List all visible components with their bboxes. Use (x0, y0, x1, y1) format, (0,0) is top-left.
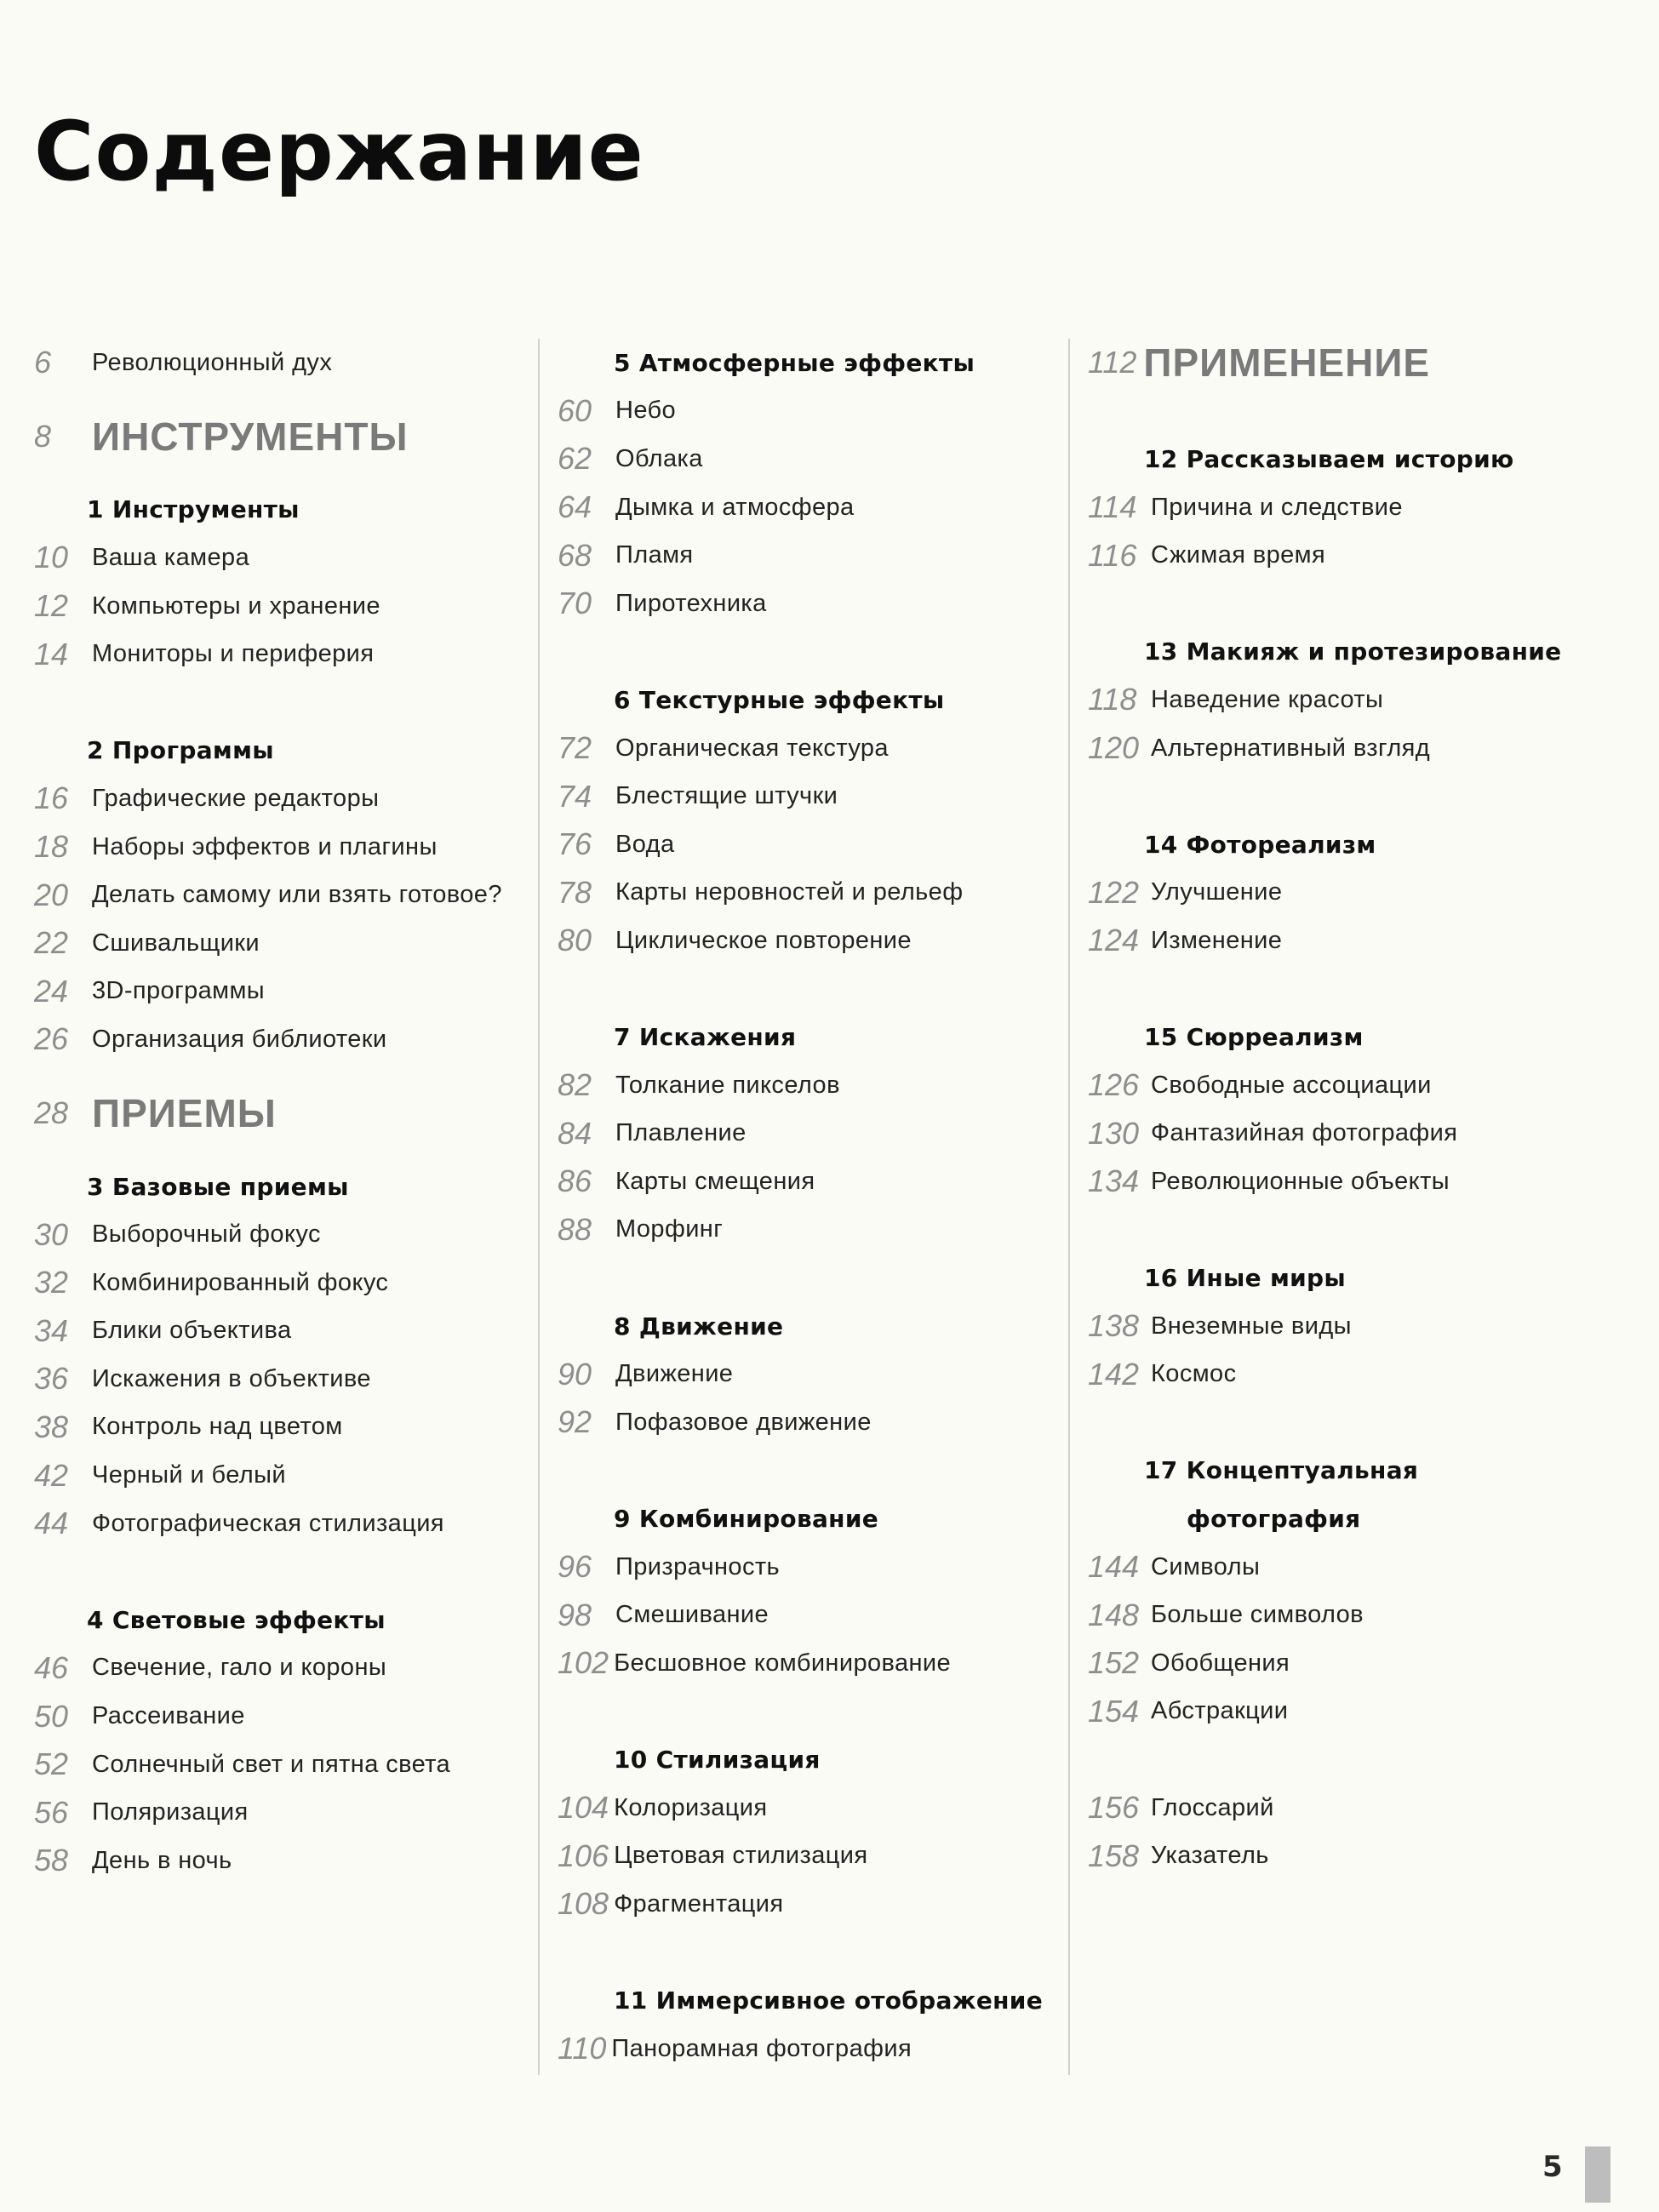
toc-entry[interactable] (1088, 1061, 1616, 1110)
page-number: 116 (1088, 537, 1137, 573)
toc-entry[interactable] (558, 820, 1068, 869)
entry-title: Революционный дух (92, 348, 333, 376)
page-number: 88 (558, 1211, 592, 1247)
toc-entry[interactable] (34, 774, 528, 823)
page-number-footer: 5 (1542, 2150, 1563, 2184)
entry-title: Небо (615, 397, 677, 425)
entry-title: Свечение, гало и короны (92, 1654, 387, 1682)
toc-entry[interactable] (1088, 724, 1616, 773)
entry-title: Графические редакторы (92, 784, 380, 812)
toc-column-2 (558, 339, 1068, 2072)
spacer (558, 1254, 1068, 1302)
toc-column-1 (34, 339, 528, 1885)
page-number: 78 (558, 874, 592, 910)
page-number: 20 (34, 877, 69, 912)
entry-title: Внеземные виды (1151, 1312, 1352, 1340)
chapter-heading: 12 Рассказываем историю (1144, 444, 1514, 473)
entry-title: Блики объектива (92, 1317, 292, 1345)
entry-title: Органическая текстура (615, 734, 889, 762)
page-number: 106 (558, 1838, 609, 1873)
page-title: Содержание (34, 104, 644, 199)
entry-title: День в ночь (92, 1846, 232, 1874)
toc-entry[interactable] (1088, 1639, 1616, 1688)
page-number: 80 (558, 923, 592, 958)
page-number: 124 (1088, 923, 1140, 958)
page-number: 158 (1088, 1838, 1140, 1873)
page-number: 120 (1088, 730, 1140, 766)
page-number: 98 (558, 1597, 592, 1632)
entry-title: Карты неровностей и рельеф (615, 878, 964, 906)
page-number: 148 (1088, 1597, 1140, 1632)
toc-entry[interactable] (558, 1784, 1068, 1832)
toc-entry[interactable] (558, 387, 1068, 436)
column-divider (1068, 339, 1070, 2075)
entry-title: Морфинг (615, 1215, 724, 1243)
toc-entry[interactable] (558, 483, 1068, 532)
page-number: 22 (34, 925, 69, 961)
page-number: 60 (558, 392, 592, 428)
part-title: ПРИМЕНЕНИЕ (1143, 340, 1431, 386)
entry-title: Толкание пикселов (615, 1071, 840, 1099)
toc-entry[interactable] (34, 534, 528, 582)
toc-entry[interactable] (558, 1639, 1068, 1688)
toc-entry[interactable] (558, 1206, 1068, 1255)
spacer (1088, 580, 1616, 628)
entry-title: Цветовая стилизация (614, 1842, 868, 1870)
toc-entry[interactable] (1088, 1784, 1616, 1832)
entry-title: Причина и следствие (1151, 493, 1403, 521)
page-number: 156 (1088, 1790, 1140, 1826)
page-number: 134 (1088, 1163, 1140, 1199)
toc-entry[interactable] (34, 871, 528, 919)
chapter-heading: 14 Фотореализм (1144, 830, 1376, 859)
page-number: 110 (558, 2031, 607, 2066)
page-number: 96 (558, 1549, 592, 1585)
entry-title: Фрагментация (614, 1889, 784, 1918)
spacer (34, 1547, 528, 1596)
entry-title: Фантазийная фотография (1151, 1119, 1458, 1147)
page-number: 70 (558, 586, 592, 621)
page-number: 108 (558, 1886, 609, 1922)
page-number: 26 (34, 1021, 69, 1057)
entry-title: Пиротехника (615, 589, 767, 617)
entry-title: Глоссарий (1151, 1793, 1274, 1821)
toc-entry[interactable] (34, 1788, 528, 1837)
entry-title: Карты смещения (615, 1167, 815, 1195)
toc-entry[interactable] (558, 1157, 1068, 1206)
spacer (1088, 1398, 1616, 1447)
column-divider (538, 339, 540, 2075)
page-number: 12 (34, 588, 69, 624)
page-number: 36 (34, 1361, 69, 1397)
entry-title: Призрачность (615, 1552, 781, 1580)
toc-entry[interactable] (34, 1015, 528, 1064)
page-number: 118 (1088, 682, 1137, 717)
page-number: 72 (558, 730, 592, 766)
part-heading[interactable] (34, 1064, 528, 1163)
toc-entry[interactable] (1088, 1157, 1616, 1206)
entry-title: Улучшение (1151, 878, 1283, 906)
entry-title: Поляризация (92, 1798, 249, 1826)
entry-title: Обобщения (1151, 1649, 1290, 1677)
page-number: 16 (34, 780, 69, 816)
toc-entry[interactable] (558, 1350, 1068, 1398)
part-heading[interactable] (1088, 339, 1616, 387)
page-number: 8 (34, 418, 52, 454)
entry-title: Фотографическая стилизация (92, 1509, 444, 1537)
chapter-heading: 11 Иммерсивное отображение (614, 1986, 1044, 2015)
entry-title: Циклическое повторение (615, 926, 912, 954)
page-number: 62 (558, 441, 592, 477)
toc-entry[interactable] (34, 1451, 528, 1500)
spacer (558, 965, 1068, 1014)
page-number: 82 (558, 1067, 592, 1103)
entry-title: Дымка и атмосфера (615, 493, 855, 521)
page-number: 18 (34, 829, 69, 865)
entry-title: Бесшовное комбинирование (614, 1649, 952, 1677)
entry-title: Контроль над цветом (92, 1413, 343, 1441)
page-number: 6 (34, 345, 52, 380)
chapter-heading: 16 Иные миры (1144, 1264, 1347, 1293)
page-number: 130 (1088, 1115, 1140, 1151)
chapter-heading: 7 Искажения (614, 1023, 797, 1052)
entry-title: Колоризация (614, 1793, 768, 1821)
entry-title: Альтернативный взгляд (1151, 734, 1431, 762)
spacer (558, 628, 1068, 677)
toc-entry[interactable] (1088, 531, 1616, 580)
chapter-heading: 13 Макияж и протезирование (1144, 637, 1562, 666)
part-heading[interactable] (34, 387, 528, 486)
toc-entry[interactable] (558, 1832, 1068, 1880)
entry-title: Облака (615, 444, 703, 472)
chapter-heading: 17 Концептуальная (1144, 1456, 1419, 1485)
entry-title: Движение (615, 1360, 734, 1388)
entry-title: Искажения в объективе (92, 1364, 371, 1392)
entry-title: Блестящие штучки (615, 782, 838, 810)
chapter-heading: 4 Световые эффекты (87, 1605, 386, 1634)
toc-entry[interactable] (558, 531, 1068, 580)
entry-title: Выборочный фокус (92, 1220, 321, 1249)
toc-entry[interactable] (558, 435, 1068, 483)
entry-title: Сжимая время (1151, 541, 1326, 569)
toc-entry[interactable] (1088, 1832, 1616, 1880)
toc-entry[interactable] (1088, 1302, 1616, 1351)
chapter-heading: 5 Атмосферные эффекты (614, 348, 975, 377)
spacer (558, 1929, 1068, 1977)
page-number: 32 (34, 1265, 69, 1300)
page-number: 142 (1088, 1356, 1140, 1392)
toc-entry[interactable] (558, 580, 1068, 628)
toc-entry[interactable] (1088, 483, 1616, 532)
toc-entry[interactable] (558, 2025, 1068, 2073)
entry-title: Наборы эффектов и плагины (92, 832, 438, 860)
toc-entry[interactable] (558, 917, 1068, 965)
toc-entry[interactable] (34, 630, 528, 678)
toc-entry[interactable] (34, 1259, 528, 1307)
chapter-heading-continued: фотография (1187, 1505, 1361, 1534)
entry-title: Изменение (1151, 926, 1283, 954)
toc-entry[interactable] (34, 1210, 528, 1259)
chapter-heading: 15 Сюрреализм (1144, 1023, 1364, 1052)
toc-entry[interactable] (34, 1740, 528, 1789)
page-number: 112 (1088, 345, 1137, 380)
page-number: 86 (558, 1163, 592, 1199)
toc-column-3 (1088, 339, 1616, 1880)
page-number: 154 (1088, 1693, 1140, 1729)
spacer (1088, 772, 1616, 820)
toc-entry[interactable] (558, 1543, 1068, 1592)
toc-entry[interactable] (558, 1591, 1068, 1639)
entry-title: Мониторы и периферия (92, 640, 375, 668)
page-number: 68 (558, 537, 592, 573)
entry-title: Абстракции (1151, 1697, 1289, 1725)
spacer (1088, 387, 1616, 436)
entry-title: Плавление (615, 1119, 747, 1147)
spacer (1088, 1206, 1616, 1255)
page-number: 46 (34, 1649, 69, 1685)
toc-entry[interactable] (558, 1110, 1068, 1158)
spacer (34, 678, 528, 727)
entry-title: Указатель (1151, 1842, 1269, 1870)
toc-entry[interactable] (1088, 1350, 1616, 1398)
toc-entry[interactable] (1088, 1543, 1616, 1592)
page-number: 64 (558, 489, 592, 525)
toc-entry[interactable] (34, 1644, 528, 1693)
entry-title: Рассеивание (92, 1702, 245, 1730)
entry-title: Компьютеры и хранение (92, 592, 380, 620)
spacer (558, 1447, 1068, 1495)
entry-title: Свободные ассоциации (1151, 1071, 1432, 1099)
chapter-heading: 8 Движение (614, 1312, 784, 1340)
page-number: 102 (558, 1645, 609, 1681)
entry-title: Больше символов (1151, 1601, 1364, 1629)
page-number: 44 (34, 1506, 69, 1541)
toc-entry[interactable] (1088, 676, 1616, 724)
page-number: 52 (34, 1746, 69, 1782)
toc-entry[interactable] (34, 919, 528, 968)
toc-entry[interactable] (1088, 917, 1616, 965)
page-number: 144 (1088, 1549, 1140, 1585)
page-number: 90 (558, 1356, 592, 1392)
toc-entry[interactable] (34, 1355, 528, 1403)
page-number: 138 (1088, 1308, 1140, 1344)
page-number: 122 (1088, 874, 1140, 910)
page-number: 50 (34, 1698, 69, 1734)
toc-entry[interactable] (34, 968, 528, 1016)
entry-title: Организация библиотеки (92, 1025, 387, 1053)
chapter-heading: 2 Программы (87, 736, 274, 765)
chapter-heading: 1 Инструменты (87, 495, 300, 524)
spacer (558, 1688, 1068, 1736)
toc-entry[interactable] (1088, 869, 1616, 917)
chapter-heading: 9 Комбинирование (614, 1505, 879, 1534)
entry-title: Пламя (615, 541, 694, 569)
page-number: 10 (34, 540, 69, 575)
page-number: 14 (34, 636, 69, 672)
entry-title: Символы (1151, 1552, 1261, 1580)
chapter-heading: 3 Базовые приемы (87, 1172, 349, 1201)
toc-entry[interactable] (34, 1500, 528, 1548)
spacer (1088, 965, 1616, 1014)
page-number: 58 (34, 1843, 69, 1878)
page-number: 84 (558, 1115, 592, 1151)
toc-entry[interactable] (558, 772, 1068, 820)
toc-entry[interactable] (558, 724, 1068, 773)
part-title: ПРИЕМЫ (92, 1090, 277, 1135)
entry-title: Вода (615, 830, 675, 858)
chapter-heading: 10 Стилизация (614, 1746, 821, 1775)
entry-title: Сшивальщики (92, 929, 260, 957)
toc-entry[interactable] (558, 1880, 1068, 1929)
part-title: ИНСТРУМЕНТЫ (92, 414, 409, 459)
entry-title: Комбинированный фокус (92, 1268, 389, 1296)
page-edge-tab (1585, 2146, 1610, 2203)
toc-entry[interactable] (1088, 1688, 1616, 1736)
page-number: 114 (1088, 489, 1137, 525)
entry-title: Смешивание (615, 1601, 769, 1629)
page-number: 34 (34, 1312, 69, 1348)
page-number: 38 (34, 1409, 69, 1444)
page-number: 42 (34, 1457, 69, 1493)
entry-title: 3D-программы (92, 977, 266, 1005)
toc-entry[interactable] (34, 1403, 528, 1452)
toc-entry[interactable] (34, 1307, 528, 1356)
toc-entry[interactable] (34, 339, 528, 387)
page-number: 74 (558, 778, 592, 814)
entry-title: Солнечный свет и пятна света (92, 1750, 451, 1778)
entry-title: Ваша камера (92, 543, 250, 571)
entry-title: Панорамная фотография (611, 2034, 912, 2062)
toc-entry[interactable] (558, 869, 1068, 917)
toc-entry[interactable] (558, 1061, 1068, 1110)
toc-entry[interactable] (34, 1692, 528, 1740)
page-number: 56 (34, 1794, 69, 1830)
page-number: 30 (34, 1216, 69, 1252)
page-number: 28 (34, 1095, 69, 1130)
entry-title: Делать самому или взять готовое? (92, 881, 502, 909)
chapter-heading: 6 Текстурные эффекты (614, 685, 945, 714)
entry-title: Пофазовое движение (615, 1408, 872, 1436)
entry-title: Черный и белый (92, 1461, 286, 1489)
entry-title: Революционные объекты (1151, 1167, 1450, 1195)
page-number: 152 (1088, 1645, 1140, 1681)
toc-entry[interactable] (34, 582, 528, 631)
toc-entry[interactable] (34, 1837, 528, 1885)
entry-title: Космос (1151, 1360, 1237, 1388)
page-number: 126 (1088, 1067, 1140, 1103)
toc-entry[interactable] (34, 823, 528, 872)
page-number: 24 (34, 973, 69, 1009)
toc-entry[interactable] (558, 1398, 1068, 1447)
page-number: 104 (558, 1790, 609, 1826)
entry-title: Наведение красоты (1151, 685, 1384, 713)
toc-entry[interactable] (1088, 1591, 1616, 1639)
page-number: 92 (558, 1404, 592, 1440)
page-number: 76 (558, 826, 592, 862)
spacer (1088, 1735, 1616, 1784)
toc-entry[interactable] (1088, 1110, 1616, 1158)
